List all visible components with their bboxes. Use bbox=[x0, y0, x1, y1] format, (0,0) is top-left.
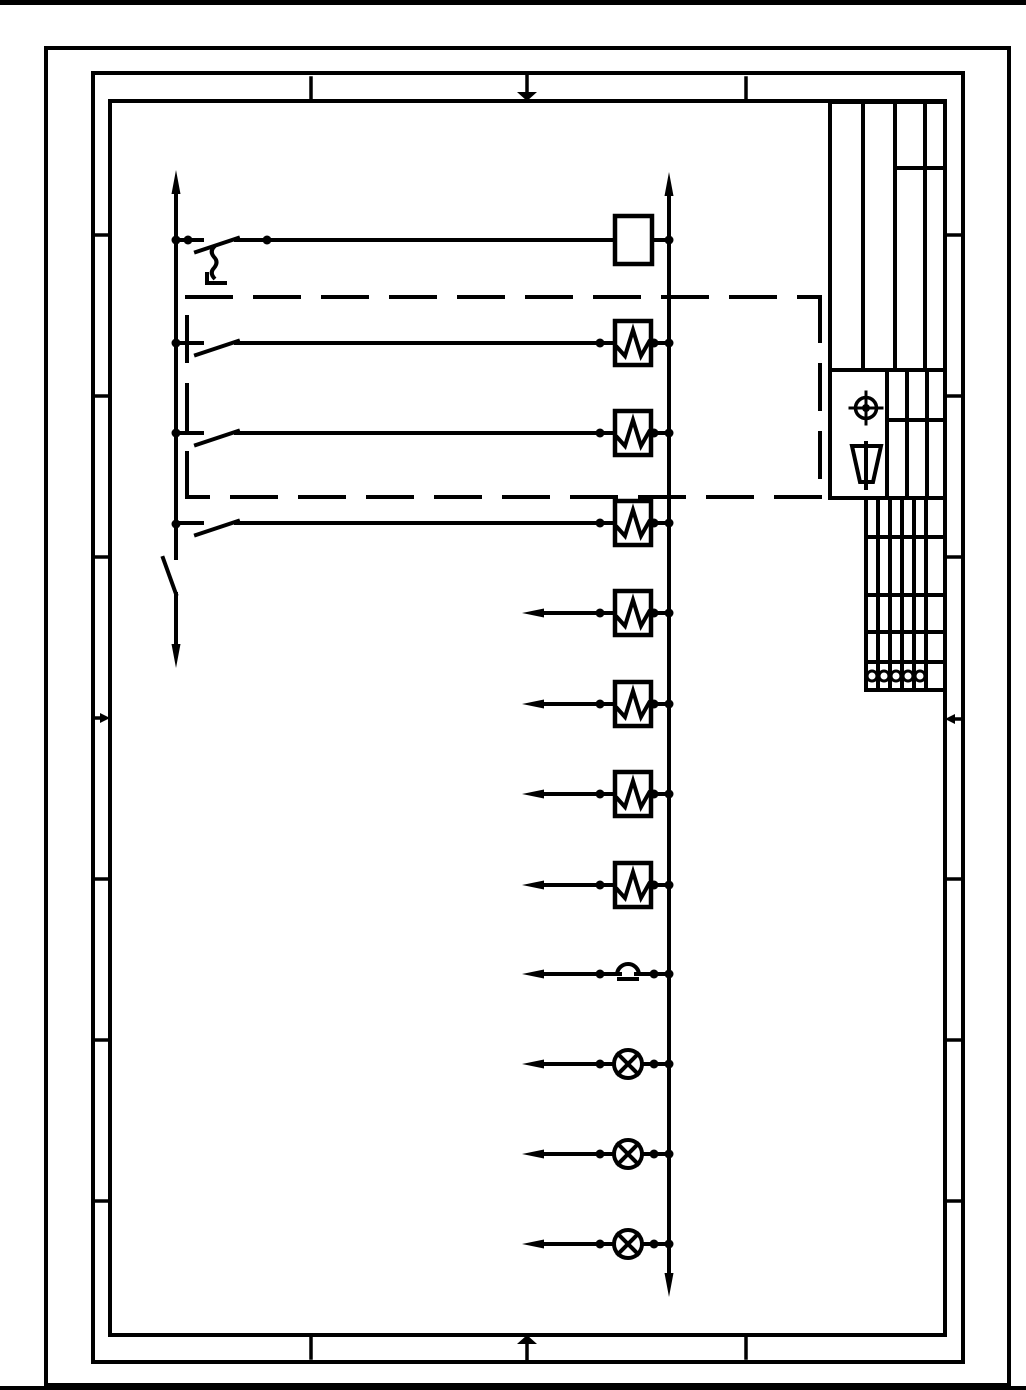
trip-element-symbol bbox=[212, 246, 217, 279]
junction-dot bbox=[596, 970, 605, 979]
junction-dot bbox=[184, 236, 193, 245]
junction-dot bbox=[650, 700, 659, 709]
feeder-row bbox=[522, 964, 674, 979]
feeder-layer bbox=[176, 216, 674, 1258]
junction-dot bbox=[650, 1060, 659, 1069]
feeder-row bbox=[522, 772, 674, 816]
feeder-row bbox=[522, 1230, 674, 1258]
bus-junction-dot bbox=[665, 1150, 674, 1159]
bus-junction-dot bbox=[665, 881, 674, 890]
terminal-block-layer bbox=[866, 498, 945, 690]
junction-dot bbox=[650, 429, 659, 438]
bus-junction-dot bbox=[665, 339, 674, 348]
terminal-circle bbox=[867, 671, 877, 681]
feeder-row bbox=[176, 321, 674, 365]
bus-junction-dot bbox=[665, 970, 674, 979]
trip-element-foot bbox=[207, 274, 225, 283]
left-bus-switch-blade bbox=[163, 558, 176, 594]
titleblock-layer bbox=[830, 102, 945, 370]
junction-dot bbox=[650, 609, 659, 618]
junction-dot bbox=[596, 700, 605, 709]
feeder-row bbox=[522, 1140, 674, 1168]
junction-dot bbox=[596, 1240, 605, 1249]
bus-junction-dot bbox=[665, 1060, 674, 1069]
junction-dot bbox=[263, 236, 272, 245]
feeder-row bbox=[176, 411, 674, 455]
terminal-circle bbox=[915, 671, 925, 681]
junction-dot bbox=[596, 881, 605, 890]
feeder-row bbox=[522, 591, 674, 635]
junction-dot bbox=[650, 339, 659, 348]
terminal-circle bbox=[891, 671, 901, 681]
bus-layer bbox=[163, 170, 674, 1297]
feeder-row bbox=[522, 863, 674, 907]
feeder-row bbox=[522, 1050, 674, 1078]
junction-dot bbox=[650, 970, 659, 979]
middle-bus-down-arrow-icon bbox=[665, 1273, 674, 1297]
junction-dot bbox=[650, 1240, 659, 1249]
bus-junction-dot bbox=[665, 429, 674, 438]
inner-border bbox=[110, 101, 945, 1335]
junction-dot bbox=[596, 1060, 605, 1069]
bus-junction-dot bbox=[665, 1240, 674, 1249]
symbol-panel-layer bbox=[830, 370, 945, 498]
junction-dot bbox=[596, 339, 605, 348]
terminal-circle bbox=[879, 671, 889, 681]
junction-dot bbox=[596, 429, 605, 438]
junction-dot bbox=[650, 519, 659, 528]
junction-dot bbox=[596, 1150, 605, 1159]
left-bus-down-arrow-icon bbox=[172, 644, 181, 668]
left-bus-up-arrow-icon bbox=[172, 170, 181, 194]
terminal-circle bbox=[903, 671, 913, 681]
junction-dot bbox=[596, 519, 605, 528]
title-block bbox=[830, 102, 945, 370]
bus-junction-dot bbox=[665, 790, 674, 799]
bus-junction-dot bbox=[665, 609, 674, 618]
junction-dot bbox=[650, 881, 659, 890]
bus-junction-dot bbox=[665, 236, 674, 245]
enclosure-layer bbox=[187, 297, 820, 497]
circuit-breaker-symbol bbox=[615, 216, 652, 264]
junction-dot bbox=[596, 609, 605, 618]
page-edge-bar bbox=[0, 0, 1026, 5]
middle-border bbox=[93, 73, 963, 1362]
feeder-row bbox=[522, 682, 674, 726]
feeder-row bbox=[176, 501, 674, 545]
bus-junction-dot bbox=[665, 519, 674, 528]
middle-bus-up-arrow-icon bbox=[665, 172, 674, 196]
bus-junction-dot bbox=[665, 700, 674, 709]
junction-dot bbox=[650, 790, 659, 799]
junction-dot bbox=[596, 790, 605, 799]
feeder-row bbox=[176, 216, 674, 283]
junction-dot bbox=[650, 1150, 659, 1159]
